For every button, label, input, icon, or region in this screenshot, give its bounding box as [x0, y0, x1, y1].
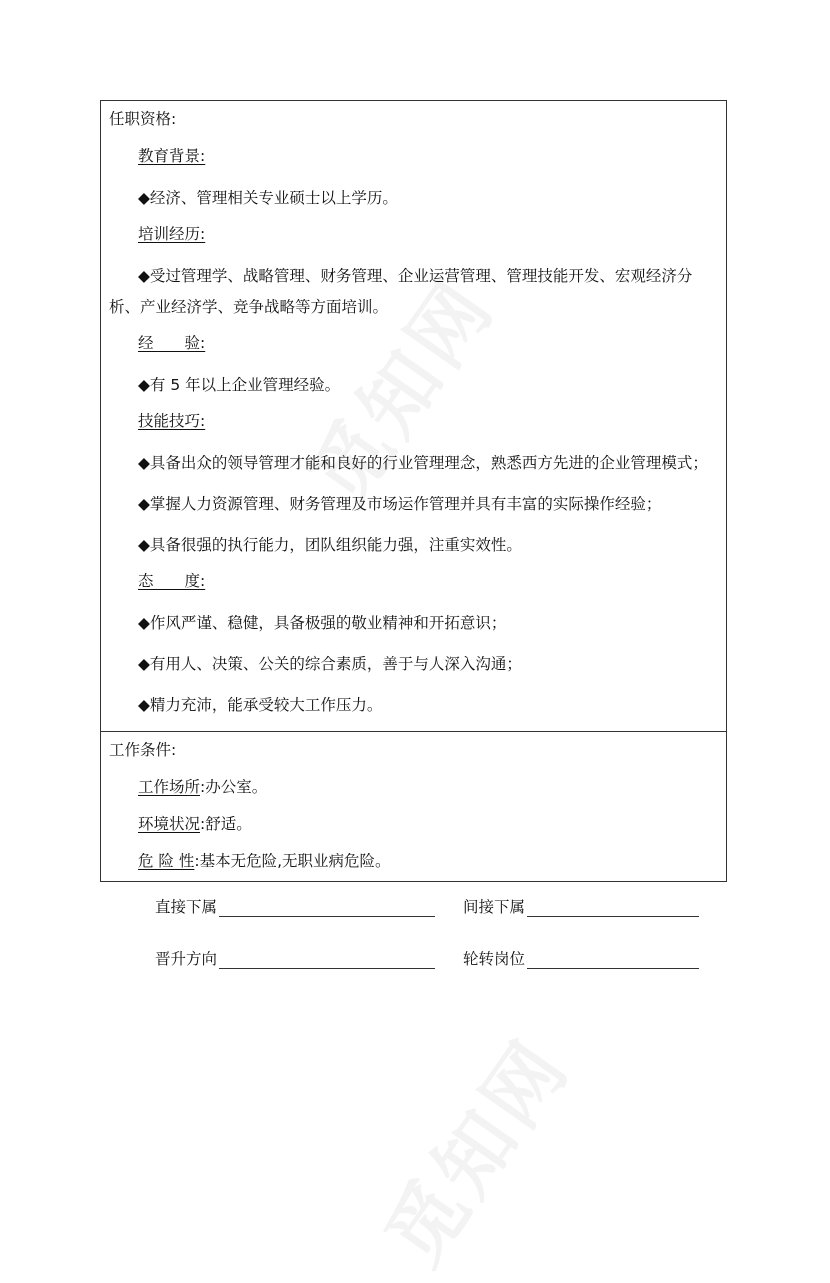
hazard-value: :基本无危险,无职业病危险。 — [194, 852, 391, 870]
workplace-value: :办公室。 — [200, 778, 268, 796]
rotation-blank[interactable] — [527, 948, 699, 969]
conditions-heading: 工作条件: — [109, 741, 177, 759]
environment-row — [109, 814, 718, 834]
promotion-label: 晋升方向 — [155, 950, 218, 968]
indirect-sub-field — [463, 893, 699, 917]
attitude-item: ◆作风严谨、稳健，具备极强的敬业精神和开拓意识； — [138, 614, 507, 632]
attitude-label: 态 度: — [138, 572, 206, 590]
environment-value: :舒适。 — [200, 815, 252, 833]
indirect-sub-blank[interactable] — [527, 896, 699, 917]
attitude-item: ◆有用人、决策、公关的综合素质，善于与人深入沟通； — [138, 655, 522, 673]
skills-item: ◆具备出众的领导管理才能和良好的行业管理理念，熟悉西方先进的企业管理模式； — [138, 454, 708, 472]
promotion-field — [155, 945, 463, 969]
indirect-sub-label: 间接下属 — [463, 898, 526, 916]
workplace-row — [109, 777, 718, 797]
hazard-row — [109, 851, 718, 871]
workplace-label: 工作场所 — [138, 778, 201, 796]
promotion-blank[interactable] — [219, 948, 435, 969]
direct-sub-blank[interactable] — [219, 896, 435, 917]
hazard-label: 危 险 性 — [138, 852, 195, 870]
conditions-section — [101, 731, 726, 881]
relations-section — [155, 893, 715, 997]
education-item: ◆经济、管理相关专业硕士以上学历。 — [138, 189, 398, 207]
rotation-field — [463, 945, 699, 969]
watermark — [354, 949, 635, 1283]
education-label: 教育背景: — [138, 147, 206, 165]
experience-item: ◆有 5 年以上企业管理经验。 — [138, 376, 341, 394]
job-requirements-table — [100, 100, 727, 882]
attitude-item: ◆精力充沛，能承受较大工作压力。 — [138, 696, 383, 714]
qualifications-section — [101, 101, 726, 731]
skills-item: ◆具备很强的执行能力，团队组织能力强，注重实效性。 — [138, 536, 522, 554]
training-label: 培训经历: — [138, 225, 206, 243]
experience-label: 经 验: — [138, 334, 206, 352]
direct-sub-label: 直接下属 — [155, 898, 218, 916]
training-item: ◆受过管理学、战略管理、财务管理、企业运营管理、管理技能开发、宏观经济分析、产业经济学、竞争战略等方面培训。 — [109, 267, 693, 316]
rotation-label: 轮转岗位 — [463, 950, 526, 968]
skills-item: ◆掌握人力资源管理、财务管理及市场运作管理并具有丰富的实际操作经验； — [138, 495, 662, 513]
direct-sub-field — [155, 893, 463, 917]
environment-label: 环境状况 — [138, 815, 201, 833]
qualifications-heading: 任职资格: — [109, 110, 177, 128]
skills-label: 技能技巧: — [138, 412, 206, 430]
